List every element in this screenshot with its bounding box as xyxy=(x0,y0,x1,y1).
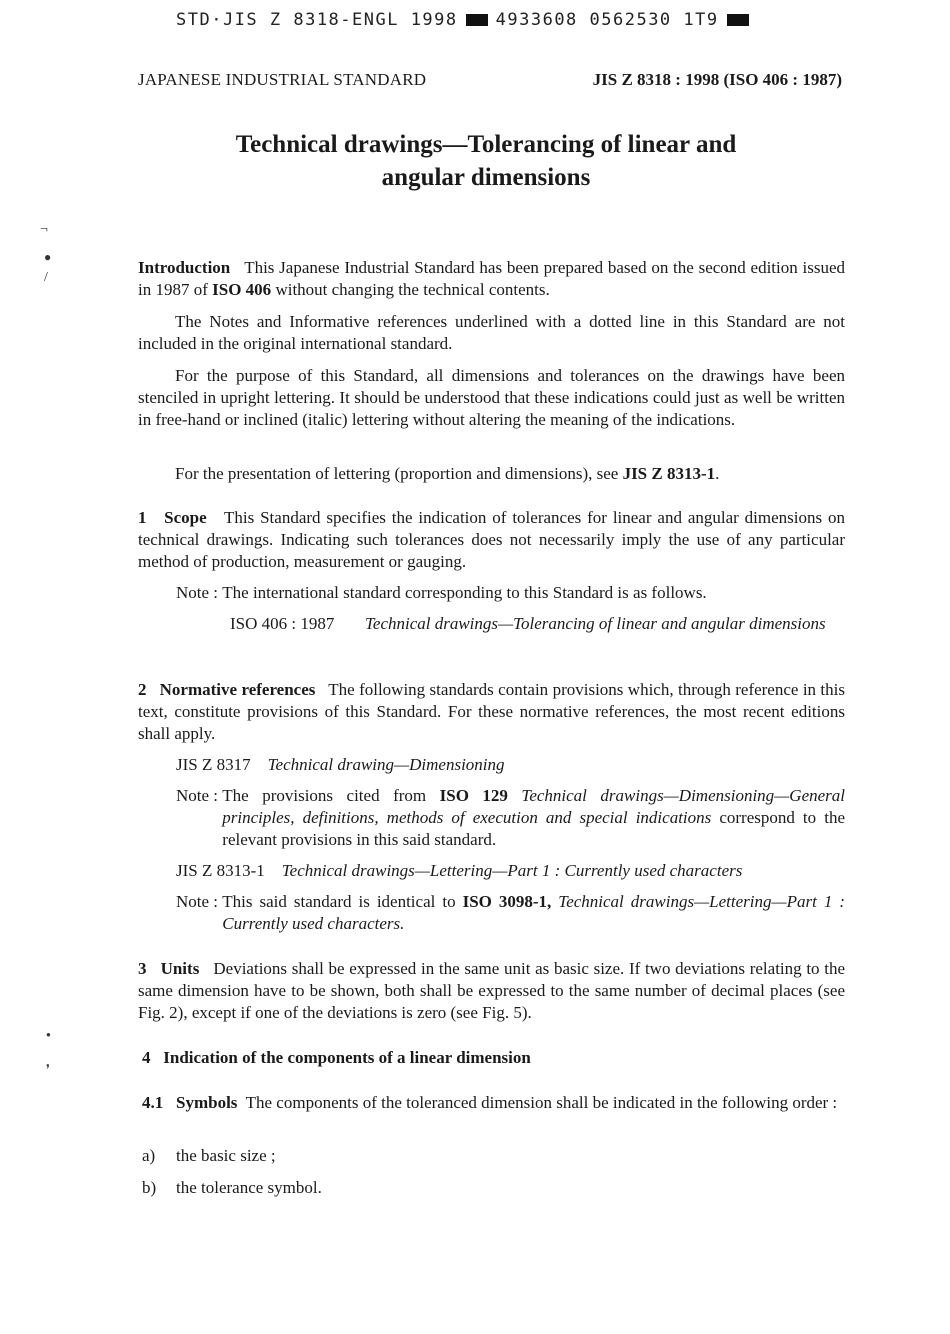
page-title xyxy=(0,128,950,194)
title-line-2: angular dimensions xyxy=(381,164,591,191)
units-number: 3 xyxy=(138,959,147,978)
note-iso-ref: ISO 3098-1 xyxy=(462,892,548,911)
margin-dot-2: ● xyxy=(46,1030,51,1039)
reference-code: JIS Z 8313-1 xyxy=(176,861,265,880)
intro-paragraph-2: The Notes and Informative references underlined with a dotted line in this Standard are not included in the original international standard. xyxy=(138,312,845,353)
note-label: Note : xyxy=(176,892,219,911)
intro-paragraph-1: Introduction This Japanese Industrial Standard has been prepared based on the second edition issued in 1987 of ISO 406 without changing the technical contents. xyxy=(138,258,845,299)
reference-title: Technical drawings—Lettering—Part 1 : Currently used characters xyxy=(281,861,743,880)
section-4-heading: 4 Indication of the components of a linear dimension xyxy=(142,1048,531,1067)
reference-title: Technical drawing—Dimensioning xyxy=(267,755,505,774)
note-iso-ref: ISO 129 xyxy=(439,786,508,805)
units-heading: Units xyxy=(160,959,200,978)
intro-iso-ref: ISO 406 xyxy=(212,280,272,299)
intro-jis-ref: JIS Z 8313-1 xyxy=(622,464,716,483)
stamp-code: STD·JIS Z 8318-ENGL 1998 xyxy=(176,10,458,30)
units-paragraph: 3 Units Deviations shall be expressed in the same unit as basic size. If two deviations relating to the same dimension have to be shown, both shall be expressed to the same number of decimal places (see Fig. 2), except if one of the deviations is zero (see Fig. 5). xyxy=(138,959,846,1022)
iso-code: ISO 406 : 1987 xyxy=(230,614,335,633)
scope-note: Note : The international standard corresponding to this Standard is as follows. xyxy=(176,583,707,602)
note-label: Note : xyxy=(176,583,219,602)
title-line-1: Technical drawings—Tolerancing of linear and xyxy=(235,131,737,158)
normative-note-2: Note : This said standard is identical to ISO 3098-1, Technical drawings—Lettering—Part 1 : Currently used characters. xyxy=(176,892,846,933)
iso-title: Technical drawings—Tolerancing of linear and angular dimensions xyxy=(365,614,826,633)
document-stamp xyxy=(176,10,757,30)
section-4-1-paragraph: 4.1 Symbols The components of the toleranced dimension shall be indicated in the following order : xyxy=(142,1093,838,1112)
section-4-1-heading: Symbols xyxy=(176,1093,238,1112)
list-item: a) the basic size ; xyxy=(142,1146,276,1165)
section-4-1-number: 4.1 xyxy=(142,1093,164,1112)
stamp-block-mark xyxy=(466,14,488,26)
list-item: b) the tolerance symbol. xyxy=(142,1178,322,1197)
note-iso-title: Technical drawings—Lettering—Part 1 : Currently used characters xyxy=(222,892,846,933)
intro-paragraph-4: For the presentation of lettering (proportion and dimensions), see JIS Z 8313-1. xyxy=(175,464,720,483)
reference-jis-z-8317 xyxy=(176,754,845,776)
reference-jis-z-8313-1 xyxy=(176,860,845,882)
margin-dot: ● xyxy=(44,250,52,264)
stamp-number: 4933608 0562530 1T9 xyxy=(495,10,719,30)
normative-paragraph: 2 Normative references The following standards contain provisions which, through reference in this text, constitute provisions of this Standard. For these normative references, the most recent editions shall apply. xyxy=(138,680,845,743)
header-standard-name: JAPANESE INDUSTRIAL STANDARD xyxy=(138,70,427,89)
normative-number: 2 xyxy=(138,680,147,699)
margin-mark: ¬ xyxy=(40,222,48,237)
normative-note-1: Note : The provisions cited from ISO 129 Technical drawings—Dimensioning—General principles, definitions, methods of execution and special indications correspond to the relevant provisions in this said standard. xyxy=(176,786,846,849)
reference-code: JIS Z 8317 xyxy=(176,755,251,774)
normative-heading: Normative references xyxy=(159,680,316,699)
stamp-block-mark-end xyxy=(727,14,749,26)
scope-heading: Scope xyxy=(164,508,207,527)
scope-iso-reference xyxy=(230,613,845,635)
margin-mark-2: ❜ xyxy=(46,1062,50,1076)
scope-number: 1 xyxy=(138,508,147,527)
header-standard-code: JIS Z 8318 : 1998 (ISO 406 : 1987) xyxy=(592,70,842,89)
intro-paragraph-3: For the purpose of this Standard, all dimensions and tolerances on the drawings have been stenciled in upright lettering. It should be understood that these indications could just as well be written in free-hand or inclined (italic) lettering without altering the meaning of the indications. xyxy=(138,366,845,429)
margin-slash: / xyxy=(44,270,48,285)
note-label: Note : xyxy=(176,786,219,805)
note-iso-title: Technical drawings—Dimensioning—General principles, definitions, methods of execution and special indications xyxy=(222,786,846,827)
scope-paragraph: 1 Scope This Standard specifies the indication of tolerances for linear and angular dimensions on technical drawings. Indicating such tolerances does not necessarily imply the use of any particular method of production, measurement or gauging. xyxy=(138,508,846,571)
intro-heading: Introduction xyxy=(138,258,231,277)
